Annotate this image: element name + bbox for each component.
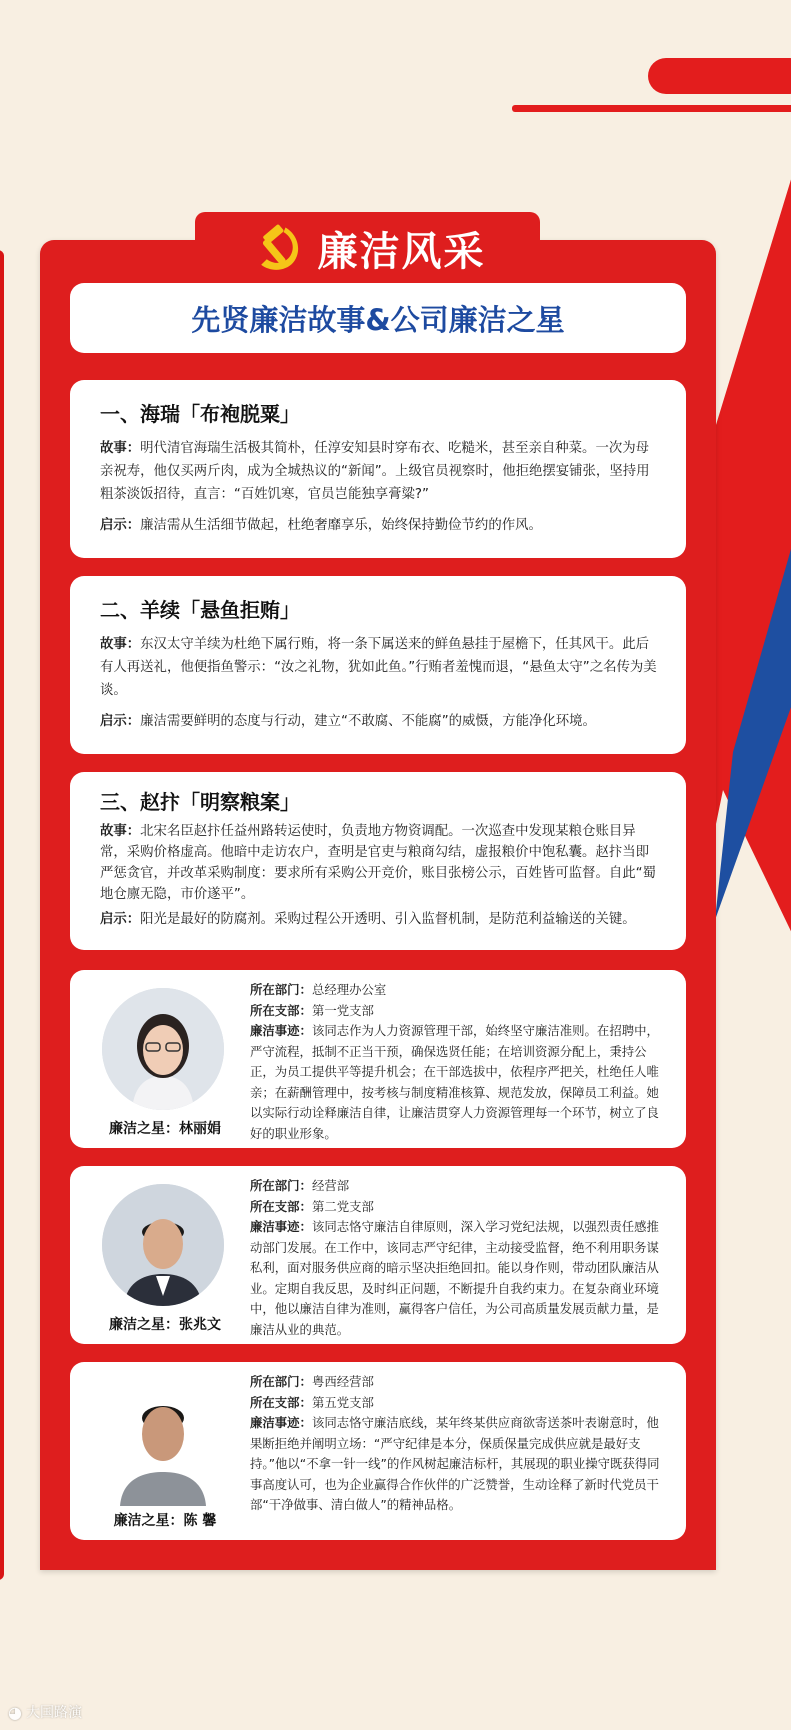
- page-title: 廉洁风采: [317, 228, 486, 275]
- decorative-left-bar: [0, 250, 4, 1580]
- story-title: 一、海瑞「布袍脱粟」: [100, 402, 300, 426]
- star-name-label: 廉洁之星：林丽娟: [109, 1121, 221, 1137]
- star-info: 所在部门：总经理办公室 所在支部：第一党支部 廉洁事迹：该同志作为人力资源管理干部，始终坚守廉洁准则。在招聘中，严守流程，抵制不正当干预，确保选贤任能；在培训资源分配上，秉持公正，为员工提供平等提升机会；在干部选拔中，依程序严把关，杜绝任人唯亲；在薪酬管理中，按考核与制度精准核算、规范发放，保障员工利益。她以实际行动诠释廉洁自律，让廉洁贯穿人力资源管理每一个环节，树立了良好的职业形象。: [250, 982, 659, 1141]
- page-subtitle: 先贤廉洁故事&公司廉洁之星: [191, 302, 565, 337]
- story-title: 二、羊续「悬鱼拒贿」: [100, 598, 300, 622]
- hammer-sickle-icon: [250, 220, 306, 276]
- star-info: 所在部门：经营部 所在支部：第二党支部 廉洁事迹：该同志恪守廉洁自律原则，深入学习党纪法规，以强烈责任感推动部门发展。在工作中，该同志严守纪律，主动接受监督，绝不利用职务谋私利，面对服务供应商的暗示坚决拒绝回扣。能以身作则，带动团队廉洁从业。定期自我反思，及时纠正问题，不断提升自我约束力。在复杂商业环境中，他以廉洁自律为准则，赢得客户信任，为公司高质量发展贡献力量，是廉洁从业的典范。: [250, 1178, 659, 1337]
- decorative-red-pill: [648, 58, 791, 94]
- avatar-photo: [102, 988, 224, 1110]
- story-insight: 启示：阳光是最好的防腐剂。采购过程公开透明、引入监督机制，是防范利益输送的关键。: [100, 912, 636, 927]
- watermark: [8, 1702, 82, 1722]
- avatar-photo: [102, 1184, 224, 1306]
- watermark-text: 大国路演: [25, 1705, 82, 1721]
- avatar-photo: [102, 1376, 224, 1506]
- star-name-label: 廉洁之星：陈 馨: [113, 1513, 217, 1529]
- star-info: 所在部门：粤西经营部 所在支部：第五党支部 廉洁事迹：该同志恪守廉洁底线，某年终某供应商欲寄送茶叶表谢意时，他果断拒绝并阐明立场：“严守纪律是本分，保质保量完成供应就是最好支持。”他以“不拿一针一线”的作风树起廉洁标杆，其展现的职业操守既获得同事高度认可，也为企业赢得合作伙伴的广泛赞誉，生动诠释了新时代党员干部“干净做事、清白做人”的精神品格。: [250, 1374, 660, 1512]
- story-card-zhaobian: [70, 772, 686, 950]
- header-tab: [195, 212, 540, 284]
- story-insight: 启示：廉洁需从生活细节做起，杜绝奢靡享乐，始终保持勤俭节约的作风。: [100, 518, 542, 533]
- star-card-chen: [70, 1362, 686, 1540]
- story-card-yangxu: [70, 576, 686, 754]
- story-text: 故事：东汉太守羊续为杜绝下属行贿，将一条下属送来的鲜鱼悬挂于屋檐下，任其风干。此后有人再送礼，他便指鱼警示：“汝之礼物，犹如此鱼。”行贿者羞愧而退，“悬鱼太守”之名传为美谈。: [100, 637, 657, 698]
- story-text: 故事：明代清官海瑞生活极其简朴，任淳安知县时穿布衣、吃糙米，甚至亲自种菜。一次为母亲祝寿，他仅买两斤肉，成为全城热议的“新闻”。上级官员视察时，他拒绝摆宴铺张，坚持用粗茶淡饭招待，直言：“百姓饥寒，官员岂能独享膏粱?”: [100, 441, 650, 502]
- story-card-hairui: [70, 380, 686, 558]
- decorative-red-line: [512, 105, 791, 112]
- story-text: 故事：北宋名臣赵抃任益州路转运使时，负责地方物资调配。一次巡查中发现某粮仓账目异常，采购价格虚高。他暗中走访农户，查明是官吏与粮商勾结，虚报粮价中饱私囊。赵抃当即严惩贪官，并改革采购制度：要求所有采购公开竞价，账目张榜公示，百姓皆可监督。自此“蜀地仓廪无隐，市价遂平”。: [100, 824, 656, 902]
- star-name-label: 廉洁之星：张兆文: [109, 1317, 221, 1333]
- camera-logo-icon: ◕: [8, 1702, 22, 1722]
- story-insight: 启示：廉洁需要鲜明的态度与行动，建立“不敢腐、不能腐”的威慑，方能净化环境。: [100, 714, 596, 729]
- subtitle-box: [70, 283, 686, 353]
- star-card-zhang: [70, 1166, 686, 1344]
- story-title: 三、赵抃「明察粮案」: [100, 790, 300, 814]
- star-card-lin: [70, 970, 686, 1148]
